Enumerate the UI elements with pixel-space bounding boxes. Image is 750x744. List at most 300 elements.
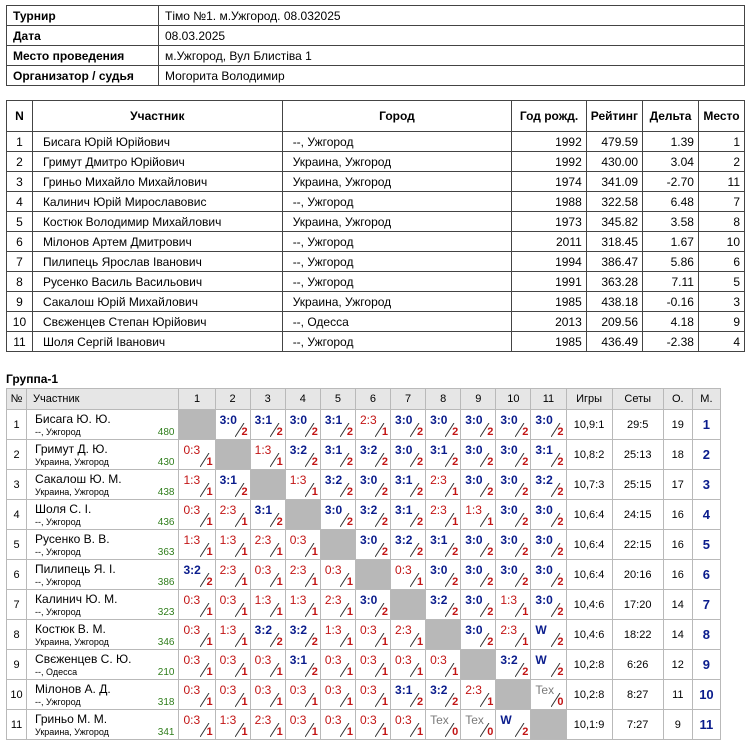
info-label: Организатор / судья (7, 66, 159, 86)
match-score: 0:3 (183, 653, 201, 667)
match-result-cell[interactable] (285, 530, 320, 560)
table-cell: 479.59 (586, 132, 642, 152)
player-rating: 480 (157, 427, 175, 438)
player-name: Гриньо М. М. (35, 712, 108, 726)
match-points: 1 (417, 666, 424, 678)
table-cell: 1.67 (643, 232, 699, 252)
match-score: 0:3 (183, 593, 201, 607)
match-result-cell[interactable] (391, 560, 426, 590)
column-header: Участник (32, 101, 282, 132)
match-result-cell[interactable] (426, 650, 461, 680)
match-score: 3:2 (183, 563, 201, 577)
column-header: Город (282, 101, 512, 132)
row-number: 1 (7, 410, 27, 440)
player-rating: 341 (157, 727, 175, 738)
match-result-cell[interactable] (355, 710, 390, 740)
match-result-cell[interactable] (285, 590, 320, 620)
match-result-cell[interactable] (285, 710, 320, 740)
match-result-cell[interactable] (496, 500, 531, 530)
info-value: 08.03.2025 (159, 26, 745, 46)
match-result-cell[interactable] (496, 650, 531, 680)
match-result-cell[interactable] (496, 710, 531, 740)
match-points: 2 (557, 546, 564, 558)
match-result-cell[interactable] (320, 650, 355, 680)
group-title: Группа-1 (6, 372, 59, 386)
table-cell: 1985 (512, 292, 587, 312)
match-result-cell[interactable] (250, 530, 285, 560)
header-opponent: 1 (179, 389, 215, 410)
table-cell: 7 (7, 252, 33, 272)
match-result-cell[interactable] (285, 620, 320, 650)
match-result-cell[interactable] (320, 620, 355, 650)
match-points: 2 (557, 516, 564, 528)
table-cell: --, Ужгород (282, 192, 512, 212)
match-score: 3:2 (359, 503, 378, 517)
match-result-cell[interactable] (179, 560, 215, 590)
match-points: 1 (206, 546, 213, 558)
row-number: 5 (7, 530, 27, 560)
match-score: 3:0 (535, 593, 553, 607)
table-cell: 4 (698, 332, 744, 352)
match-result-cell[interactable] (355, 410, 390, 440)
player-rating: 436 (157, 517, 175, 528)
table-cell: -0.16 (643, 292, 699, 312)
match-result-cell[interactable] (426, 500, 461, 530)
match-points: 1 (241, 516, 248, 528)
match-result-cell[interactable] (250, 590, 285, 620)
match-result-cell[interactable] (179, 470, 215, 500)
table-cell: 8 (698, 212, 744, 232)
match-result-cell[interactable] (426, 590, 461, 620)
match-result-cell[interactable] (179, 710, 215, 740)
row-number: 7 (7, 590, 27, 620)
match-score: 3:1 (324, 413, 343, 427)
match-points: 2 (417, 456, 424, 468)
match-result-cell[interactable] (215, 500, 250, 530)
match-result-cell[interactable] (215, 590, 250, 620)
match-score: 2:3 (359, 413, 377, 427)
match-points: 1 (276, 666, 283, 678)
match-points: 2 (522, 546, 529, 558)
table-row (7, 192, 745, 212)
match-result-cell[interactable] (179, 590, 215, 620)
header-points: О. (663, 389, 692, 410)
match-result-cell[interactable] (250, 440, 285, 470)
match-score: 0:3 (395, 713, 412, 727)
match-points: 1 (206, 696, 213, 708)
match-result-cell[interactable] (215, 710, 250, 740)
player-rating: 210 (157, 667, 175, 678)
stat-place: 7 (692, 590, 720, 620)
match-score: 3:0 (219, 413, 237, 427)
match-result-cell[interactable] (320, 500, 355, 530)
column-header: Рейтинг (586, 101, 642, 132)
player-city: --, Ужгород (35, 547, 81, 557)
match-points: 1 (487, 516, 494, 528)
stat-points: 14 (663, 590, 692, 620)
match-result-cell[interactable] (250, 680, 285, 710)
match-score: W (535, 623, 547, 637)
match-result-cell[interactable] (215, 650, 250, 680)
player-rating: 430 (157, 457, 175, 468)
match-result-cell[interactable] (496, 410, 531, 440)
match-result-cell[interactable] (426, 530, 461, 560)
match-score: 3:0 (465, 593, 483, 607)
match-score: 3:0 (500, 413, 518, 427)
table-row (7, 272, 745, 292)
player-city: --, Ужгород (35, 577, 81, 587)
match-score: 2:3 (465, 683, 482, 697)
column-header: N (7, 101, 33, 132)
match-result-cell[interactable] (496, 530, 531, 560)
player-name: Русенко В. В. (35, 532, 110, 546)
stat-points: 11 (663, 680, 692, 710)
match-score: 3:0 (465, 443, 483, 457)
table-cell: 7.11 (643, 272, 699, 292)
player-cell (27, 440, 179, 470)
player-name: Бисага Ю. Ю. (35, 412, 111, 426)
match-result-cell[interactable] (320, 440, 355, 470)
match-score: 3:0 (359, 533, 378, 547)
match-result-cell[interactable] (179, 440, 215, 470)
match-points: 2 (522, 486, 529, 498)
match-result-cell[interactable] (391, 530, 426, 560)
match-result-cell[interactable] (531, 620, 566, 650)
match-score: 3:0 (500, 503, 518, 517)
match-result-cell[interactable] (215, 410, 250, 440)
match-score: 2:3 (430, 473, 447, 487)
player-city: Украина, Ужгород (35, 637, 109, 647)
match-score: 2:3 (254, 713, 272, 727)
player-city: Украина, Ужгород (35, 457, 109, 467)
match-result-cell[interactable] (250, 410, 285, 440)
match-result-cell[interactable] (461, 440, 496, 470)
match-points: 2 (452, 696, 459, 708)
match-score: 3:2 (500, 653, 518, 667)
match-score: 0:3 (324, 563, 342, 577)
match-score: 0:3 (289, 533, 307, 547)
info-row (7, 26, 745, 46)
match-result-cell[interactable] (531, 440, 566, 470)
match-result-cell[interactable] (320, 470, 355, 500)
match-result-cell[interactable] (426, 560, 461, 590)
match-result-cell[interactable] (496, 440, 531, 470)
row-number: 4 (7, 500, 27, 530)
match-result-cell[interactable] (320, 410, 355, 440)
match-result-cell[interactable] (320, 590, 355, 620)
match-points: 1 (381, 726, 389, 738)
match-points: 2 (557, 606, 564, 618)
match-points: 2 (276, 516, 283, 528)
player-name: Гримут Д. Ю. (35, 442, 108, 456)
table-cell: --, Ужгород (282, 232, 512, 252)
group-row (7, 440, 721, 470)
table-cell: --, Ужгород (282, 132, 512, 152)
match-result-cell[interactable] (391, 710, 426, 740)
table-cell: Русенко Василь Васильович (32, 272, 282, 292)
match-score: 3:1 (254, 413, 272, 427)
table-cell: Костюк Володимир Михайлович (32, 212, 282, 232)
table-cell: 2013 (512, 312, 587, 332)
match-score: 3:0 (359, 473, 378, 487)
player-city: --, Ужгород (35, 607, 81, 617)
match-result-cell[interactable] (285, 470, 320, 500)
match-result-cell[interactable] (355, 500, 390, 530)
match-result-cell[interactable] (355, 620, 390, 650)
match-result-cell[interactable] (426, 710, 461, 740)
match-result-cell[interactable] (320, 560, 355, 590)
match-points: 1 (241, 696, 248, 708)
info-value: Могорита Володимир (159, 66, 745, 86)
match-result-cell[interactable] (461, 410, 496, 440)
match-result-cell[interactable] (285, 680, 320, 710)
match-points: 2 (557, 456, 564, 468)
match-result-cell[interactable] (461, 530, 496, 560)
player-cell (27, 620, 179, 650)
stat-place: 2 (692, 440, 720, 470)
match-score: 3:1 (535, 443, 553, 457)
header-opponent: 9 (461, 389, 496, 410)
match-points: 2 (557, 576, 564, 588)
row-number: 10 (7, 680, 27, 710)
match-result-cell[interactable] (461, 560, 496, 590)
match-result-cell[interactable] (391, 500, 426, 530)
match-result-cell[interactable] (285, 560, 320, 590)
table-cell: Бисага Юрій Юрійович (32, 132, 282, 152)
match-result-cell[interactable] (320, 680, 355, 710)
table-cell: 1.39 (643, 132, 699, 152)
match-result-cell[interactable] (391, 620, 426, 650)
match-result-cell[interactable] (496, 560, 531, 590)
stat-sets: 25:15 (612, 470, 663, 500)
match-result-cell[interactable] (531, 650, 566, 680)
table-cell: 2 (7, 152, 33, 172)
stat-games: 10,6:4 (566, 530, 612, 560)
stat-sets: 22:15 (612, 530, 663, 560)
match-score: 3:0 (535, 533, 553, 547)
stat-place: 6 (692, 560, 720, 590)
match-score: 0:3 (219, 683, 237, 697)
match-points: 2 (487, 456, 494, 468)
match-result-cell[interactable] (250, 710, 285, 740)
stat-games: 10,4:6 (566, 590, 612, 620)
match-result-cell[interactable] (426, 410, 461, 440)
match-result-cell[interactable] (461, 710, 496, 740)
table-cell: 2011 (512, 232, 587, 252)
match-result-cell[interactable] (285, 410, 320, 440)
match-points: 2 (487, 546, 494, 558)
match-result-cell[interactable] (179, 500, 215, 530)
table-cell: Украина, Ужгород (282, 172, 512, 192)
header-sets: Сеты (612, 389, 663, 410)
stat-points: 17 (663, 470, 692, 500)
match-result-cell[interactable] (250, 500, 285, 530)
table-cell: 1973 (512, 212, 587, 232)
diagonal-cell (496, 680, 531, 710)
match-result-cell[interactable] (461, 500, 496, 530)
match-result-cell[interactable] (426, 470, 461, 500)
match-points: 1 (381, 426, 389, 438)
match-points: 2 (452, 426, 459, 438)
match-points: 2 (522, 456, 529, 468)
match-points: 1 (276, 456, 283, 468)
match-points: 2 (311, 456, 318, 468)
table-cell: 9 (698, 312, 744, 332)
diagonal-cell (426, 620, 461, 650)
match-score: 3:1 (430, 533, 448, 547)
stat-sets: 6:26 (612, 650, 663, 680)
match-points: 1 (206, 726, 213, 738)
info-row (7, 6, 745, 26)
match-result-cell[interactable] (426, 680, 461, 710)
match-result-cell[interactable] (496, 590, 531, 620)
match-points: 1 (311, 606, 318, 618)
match-points: 2 (487, 426, 494, 438)
match-points: 2 (452, 606, 459, 618)
stat-games: 10,1:9 (566, 710, 612, 740)
table-cell: Мілонов Артем Дмитрович (32, 232, 282, 252)
table-cell: 10 (7, 312, 33, 332)
match-result-cell[interactable] (496, 470, 531, 500)
table-cell: Украина, Ужгород (282, 152, 512, 172)
match-result-cell[interactable] (531, 530, 566, 560)
stat-points: 16 (663, 560, 692, 590)
group-row (7, 530, 721, 560)
info-value: Тімо №1. м.Ужгород. 08.032025 (159, 6, 745, 26)
match-points: 2 (311, 426, 318, 438)
match-score: 3:0 (465, 533, 483, 547)
match-points: 1 (276, 606, 283, 618)
match-result-cell[interactable] (355, 470, 390, 500)
stat-games: 10,9:1 (566, 410, 612, 440)
match-result-cell[interactable] (355, 440, 390, 470)
row-number: 3 (7, 470, 27, 500)
table-cell: --, Ужгород (282, 252, 512, 272)
stat-sets: 20:16 (612, 560, 663, 590)
match-points: 1 (311, 576, 318, 588)
match-result-cell[interactable] (215, 560, 250, 590)
match-result-cell[interactable] (461, 620, 496, 650)
match-result-cell[interactable] (531, 680, 566, 710)
match-result-cell[interactable] (215, 530, 250, 560)
match-score: 2:3 (219, 503, 237, 517)
match-score: 1:3 (254, 593, 272, 607)
player-name: Шоля С. І. (35, 502, 92, 516)
group-row (7, 500, 721, 530)
match-result-cell[interactable] (461, 590, 496, 620)
match-result-cell[interactable] (215, 680, 250, 710)
match-result-cell[interactable] (355, 530, 390, 560)
player-city: Украина, Ужгород (35, 487, 109, 497)
match-result-cell[interactable] (531, 590, 566, 620)
match-result-cell[interactable] (355, 590, 390, 620)
player-name: Сакалош Ю. М. (35, 472, 122, 486)
match-score: 3:2 (254, 623, 272, 637)
match-points: 2 (522, 426, 529, 438)
player-city: Украина, Ужгород (35, 727, 109, 737)
match-result-cell[interactable] (355, 680, 390, 710)
match-score: 3:0 (395, 413, 413, 427)
match-result-cell[interactable] (531, 560, 566, 590)
match-score: 3:1 (219, 473, 237, 487)
match-result-cell[interactable] (179, 680, 215, 710)
match-score: 3:0 (535, 563, 553, 577)
player-name: Свєженцев С. Ю. (35, 652, 132, 666)
table-row (7, 132, 745, 152)
match-result-cell[interactable] (461, 680, 496, 710)
match-result-cell[interactable] (355, 650, 390, 680)
match-score: 0:3 (324, 653, 342, 667)
match-score: 3:0 (395, 443, 413, 457)
match-score: 3:1 (324, 443, 343, 457)
match-result-cell[interactable] (179, 620, 215, 650)
match-result-cell[interactable] (215, 470, 250, 500)
match-result-cell[interactable] (250, 650, 285, 680)
match-points: 2 (381, 546, 389, 558)
match-points: 1 (241, 636, 248, 648)
match-points: 1 (417, 726, 424, 738)
match-result-cell[interactable] (320, 710, 355, 740)
match-result-cell[interactable] (391, 650, 426, 680)
table-row (7, 252, 745, 272)
match-result-cell[interactable] (391, 410, 426, 440)
match-result-cell[interactable] (391, 440, 426, 470)
match-points: 2 (346, 516, 353, 528)
match-score: 1:3 (183, 533, 201, 547)
match-result-cell[interactable] (531, 410, 566, 440)
match-score: 1:3 (289, 593, 307, 607)
match-result-cell[interactable] (285, 650, 320, 680)
match-score: 0:3 (254, 563, 272, 577)
stat-place: 9 (692, 650, 720, 680)
match-result-cell[interactable] (179, 650, 215, 680)
match-result-cell[interactable] (179, 530, 215, 560)
player-name: Костюк В. М. (35, 622, 106, 636)
group-row (7, 590, 721, 620)
table-cell: -2.70 (643, 172, 699, 192)
match-result-cell[interactable] (496, 620, 531, 650)
diagonal-cell (250, 470, 285, 500)
match-result-cell[interactable] (215, 620, 250, 650)
row-number: 8 (7, 620, 27, 650)
match-result-cell[interactable] (391, 680, 426, 710)
match-points: 2 (557, 426, 564, 438)
diagonal-cell (179, 410, 215, 440)
player-cell (27, 530, 179, 560)
match-result-cell[interactable] (391, 470, 426, 500)
player-rating: 386 (157, 577, 175, 588)
match-result-cell[interactable] (461, 470, 496, 500)
match-result-cell[interactable] (426, 440, 461, 470)
match-points: 2 (487, 636, 494, 648)
match-result-cell[interactable] (285, 440, 320, 470)
match-score: 3:2 (289, 623, 308, 637)
match-score: 2:3 (324, 593, 342, 607)
table-cell: Сакалош Юрій Михайлович (32, 292, 282, 312)
diagonal-cell (391, 590, 426, 620)
match-result-cell[interactable] (531, 500, 566, 530)
table-cell: 386.47 (586, 252, 642, 272)
match-result-cell[interactable] (250, 620, 285, 650)
stat-games: 10,8:2 (566, 440, 612, 470)
match-points: 1 (206, 486, 213, 498)
match-result-cell[interactable] (531, 470, 566, 500)
match-score: 2:3 (430, 503, 447, 517)
group-row (7, 560, 721, 590)
match-score: 3:2 (395, 533, 413, 547)
player-cell (27, 500, 179, 530)
match-result-cell[interactable] (250, 560, 285, 590)
